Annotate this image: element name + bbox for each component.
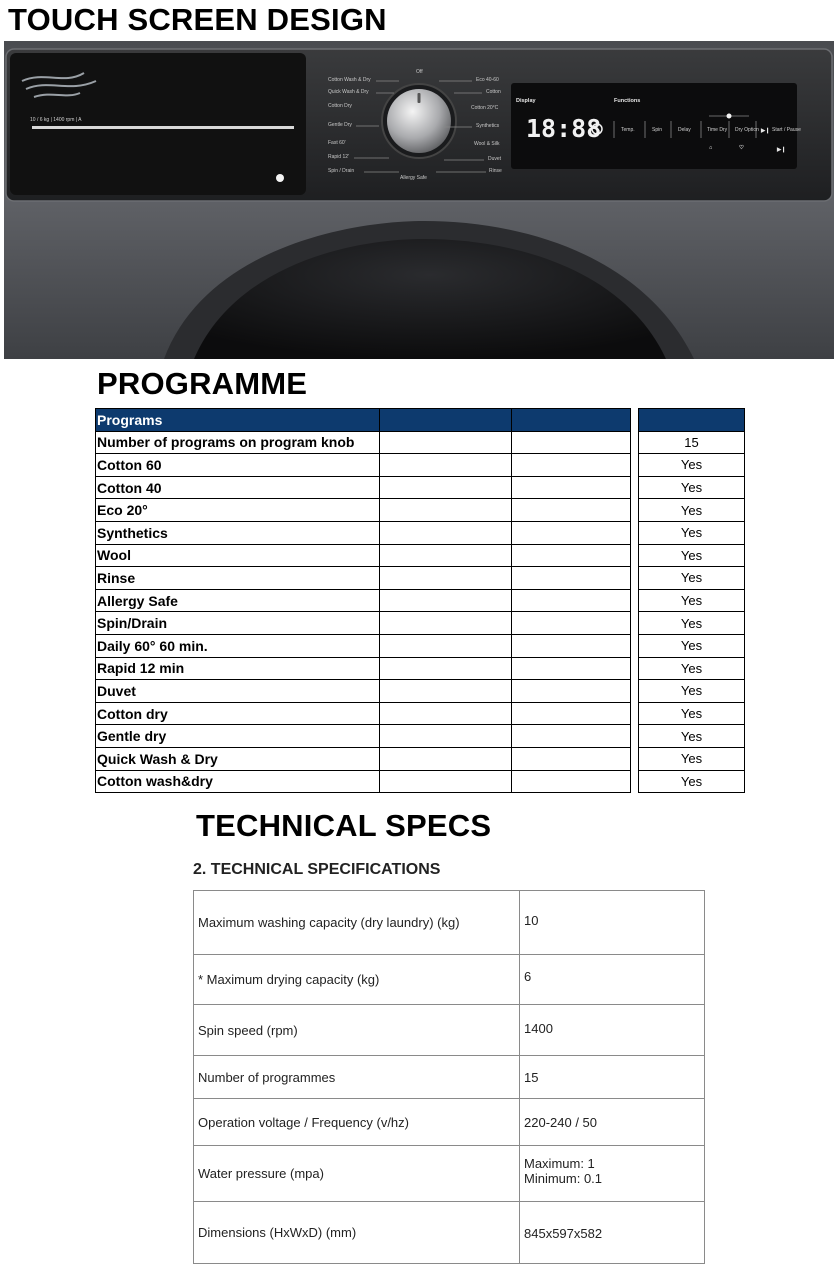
table-row: Maximum washing capacity (dry laundry) (kg) 10 <box>194 891 705 955</box>
svg-text:Rapid 12': Rapid 12' <box>328 154 349 160</box>
table-row: Cotton 60 Yes <box>96 454 745 477</box>
table-row: Cotton 40 Yes <box>96 476 745 499</box>
time-dry-button[interactable]: Time Dry <box>707 127 728 133</box>
svg-text:Duvet: Duvet <box>488 156 502 162</box>
table-row: Number of programmes 15 <box>194 1056 705 1099</box>
programme-table <box>95 408 745 793</box>
delay-button[interactable]: Delay <box>678 127 691 133</box>
display-digits: 18:88 <box>526 114 602 143</box>
svg-text:Rinse: Rinse <box>489 168 502 174</box>
table-row: Eco 20° Yes <box>96 499 745 522</box>
programs-header: Programs <box>96 409 380 432</box>
table-row: Dimensions (HxWxD) (mm) 845x597x582 <box>194 1202 705 1264</box>
table-row: Rinse Yes <box>96 567 745 590</box>
svg-text:Quick Wash & Dry: Quick Wash & Dry <box>328 89 369 95</box>
temp-button[interactable]: Temp. <box>621 127 635 133</box>
table-row: Cotton dry Yes <box>96 702 745 725</box>
spin-button[interactable]: Spin <box>652 127 663 133</box>
spec-subtitle: 2. TECHNICAL SPECIFICATIONS <box>193 861 441 878</box>
display-label: Display <box>516 98 536 104</box>
table-row: Number of programs on program knob 15 <box>96 431 745 454</box>
svg-text:Fast 60': Fast 60' <box>328 140 346 146</box>
svg-text:Cotton Dry: Cotton Dry <box>328 103 352 109</box>
table-row: Synthetics Yes <box>96 521 745 544</box>
table-row: Gentle dry Yes <box>96 725 745 748</box>
svg-text:Cotton Wash & Dry: Cotton Wash & Dry <box>328 77 371 83</box>
touch-screen-heading: TOUCH SCREEN DESIGN <box>8 2 387 37</box>
start-pause-button[interactable]: Start / Pause <box>772 127 801 133</box>
table-row: Rapid 12 min Yes <box>96 657 745 680</box>
play-pause-icon: ▶❙ <box>761 128 770 134</box>
table-row: Spin speed (rpm) 1400 <box>194 1005 705 1056</box>
table-row: * Maximum drying capacity (kg) 6 <box>194 955 705 1005</box>
technical-specs-heading: TECHNICAL SPECS <box>196 808 492 843</box>
table-row: Wool Yes <box>96 544 745 567</box>
svg-text:Cotton 20°C: Cotton 20°C <box>471 105 499 111</box>
table-row: Water pressure (mpa) Maximum: 1 Minimum: 0.1 <box>194 1146 705 1202</box>
heart-icon: ♡ <box>739 145 744 151</box>
table-row: Allergy Safe Yes <box>96 589 745 612</box>
table-row: Quick Wash & Dry Yes <box>96 747 745 770</box>
svg-text:Gentle Dry: Gentle Dry <box>328 122 352 128</box>
table-header-row <box>96 409 745 432</box>
table-row: Daily 60° 60 min. Yes <box>96 634 745 657</box>
svg-text:Cotton: Cotton <box>486 89 501 95</box>
dry-option-button[interactable]: Dry Option <box>735 127 759 133</box>
knob-off-label: Off <box>416 69 423 75</box>
svg-text:Synthetics: Synthetics <box>476 123 500 129</box>
water-pressure-max: Maximum: 1 <box>524 1156 595 1171</box>
table-row: Operation voltage / Frequency (v/hz) 220-240 / 50 <box>194 1099 705 1146</box>
svg-text:Eco 40-60: Eco 40-60 <box>476 77 499 83</box>
functions-label: Functions <box>614 98 641 104</box>
machine-photo <box>4 41 834 359</box>
specs-table <box>193 890 705 1264</box>
water-pressure-min: Minimum: 0.1 <box>524 1171 603 1186</box>
table-row: Spin/Drain Yes <box>96 612 745 635</box>
svg-text:Wool & Silk: Wool & Silk <box>474 141 500 147</box>
model-text: 10 / 6 kg | 1400 rpm | A <box>30 117 82 123</box>
lock-icon: ⌂ <box>709 145 713 151</box>
table-row: Duvet Yes <box>96 680 745 703</box>
programme-heading: PROGRAMME <box>97 366 308 401</box>
knob-allergy-label: Allergy Safe <box>400 175 427 181</box>
svg-text:Spin / Drain: Spin / Drain <box>328 168 355 174</box>
table-row: Cotton wash&dry Yes <box>96 770 745 793</box>
skip-icon: ▶❙ <box>777 147 786 153</box>
